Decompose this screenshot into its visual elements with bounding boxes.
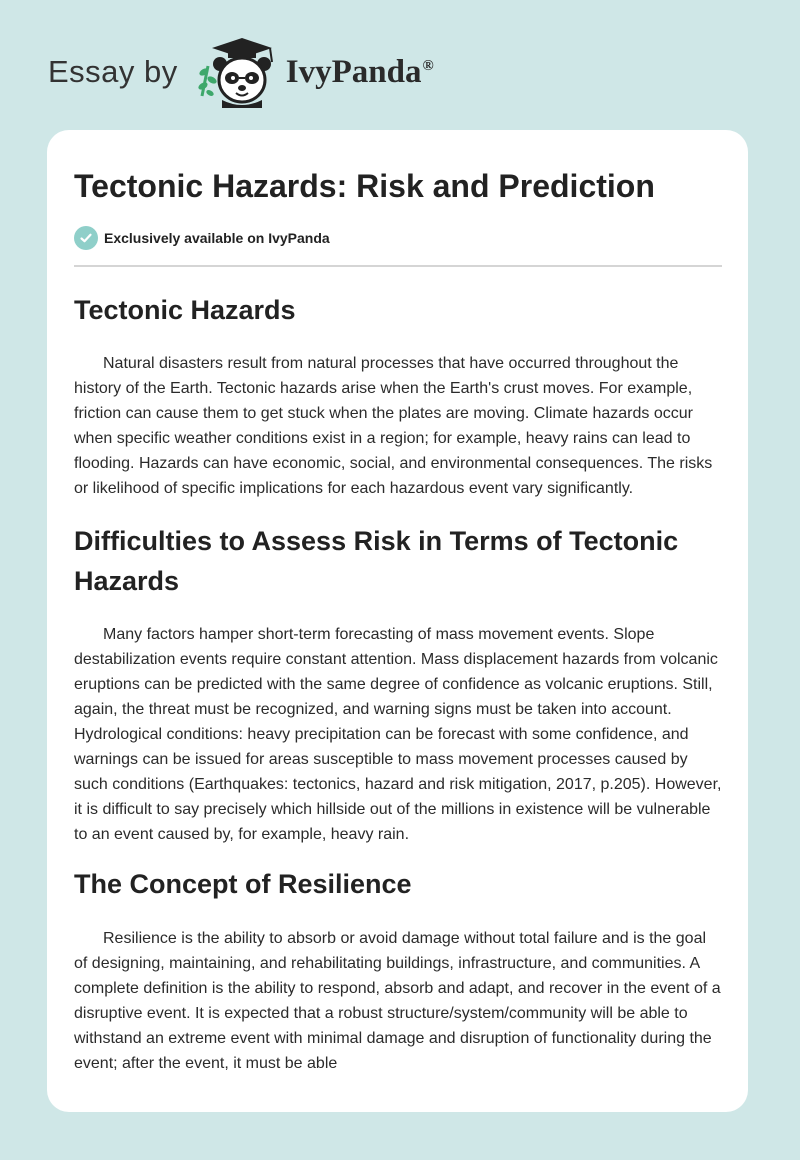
- section-paragraph: Natural disasters result from natural processes that have occurred throughout the history of the Earth. Tectonic hazards arise when the Earth's crust moves. For example, friction can cause them to get stuck when the plates are moving. Climate hazards occur when specific weather conditions exist in a region; for example, heavy rains can lead to flooding. Hazards can have economic, social, and environmental consequences. The risks or likelihood of specific implications for each hazardous event vary significantly.: [74, 355, 713, 497]
- section-difficulties: [74, 521, 722, 847]
- section-tectonic-hazards: [74, 290, 722, 501]
- check-circle-icon: [74, 226, 98, 250]
- section-heading: Difficulties to Assess Risk in Terms of Tectonic Hazards: [74, 526, 679, 596]
- section-heading: The Concept of Resilience: [74, 869, 412, 899]
- brand-name-text[interactable]: IvyPanda: [285, 53, 422, 90]
- title-divider: [74, 265, 722, 267]
- section-heading: Tectonic Hazards: [74, 295, 296, 325]
- registered-mark: ®: [422, 57, 434, 74]
- page-title: Tectonic Hazards: Risk and Prediction: [74, 168, 655, 204]
- panda-logo-icon[interactable]: [192, 36, 284, 108]
- brand-prefix: Essay by: [48, 54, 178, 89]
- section-paragraph: Resilience is the ability to absorb or avoid damage without total failure and is the goal of designing, maintaining, and rehabilitating buildings, infrastructure, and communities. A complete definition is the ability to respond, absorb and adapt, and recover in the event of a disruptive event. It is expected that a robust structure/system/community will be able to withstand an extreme event with minimal damage and disruption of functionality during the event; after the event, it must be able: [74, 930, 721, 1072]
- section-paragraph: Many factors hamper short-term forecasting of mass movement events. Slope destabilization events require constant attention. Mass displacement hazards from volcanic eruptions can be predicted with the same degree of confidence as volcanic eruptions. Still, again, the threat must be recognized, and warning signs must be taken into account. Hydrological conditions: heavy precipitation can be forecast with some confidence, and warnings can be issued for areas susceptible to mass movement processes caused by such conditions (Earthquakes: tectonics, hazard and risk mitigation, 2017, p.205). However, it is difficult to say precisely which hillside out of the millions in existence will be vulnerable to an event caused by, for example, heavy rain.: [74, 626, 722, 843]
- section-resilience: [74, 864, 722, 1076]
- exclusive-badge-text: Exclusively available on IvyPanda: [104, 230, 330, 246]
- exclusive-badge: [74, 226, 722, 250]
- essay-card: [47, 130, 748, 1112]
- brand-name[interactable]: [286, 54, 434, 91]
- brand-header: [48, 36, 434, 108]
